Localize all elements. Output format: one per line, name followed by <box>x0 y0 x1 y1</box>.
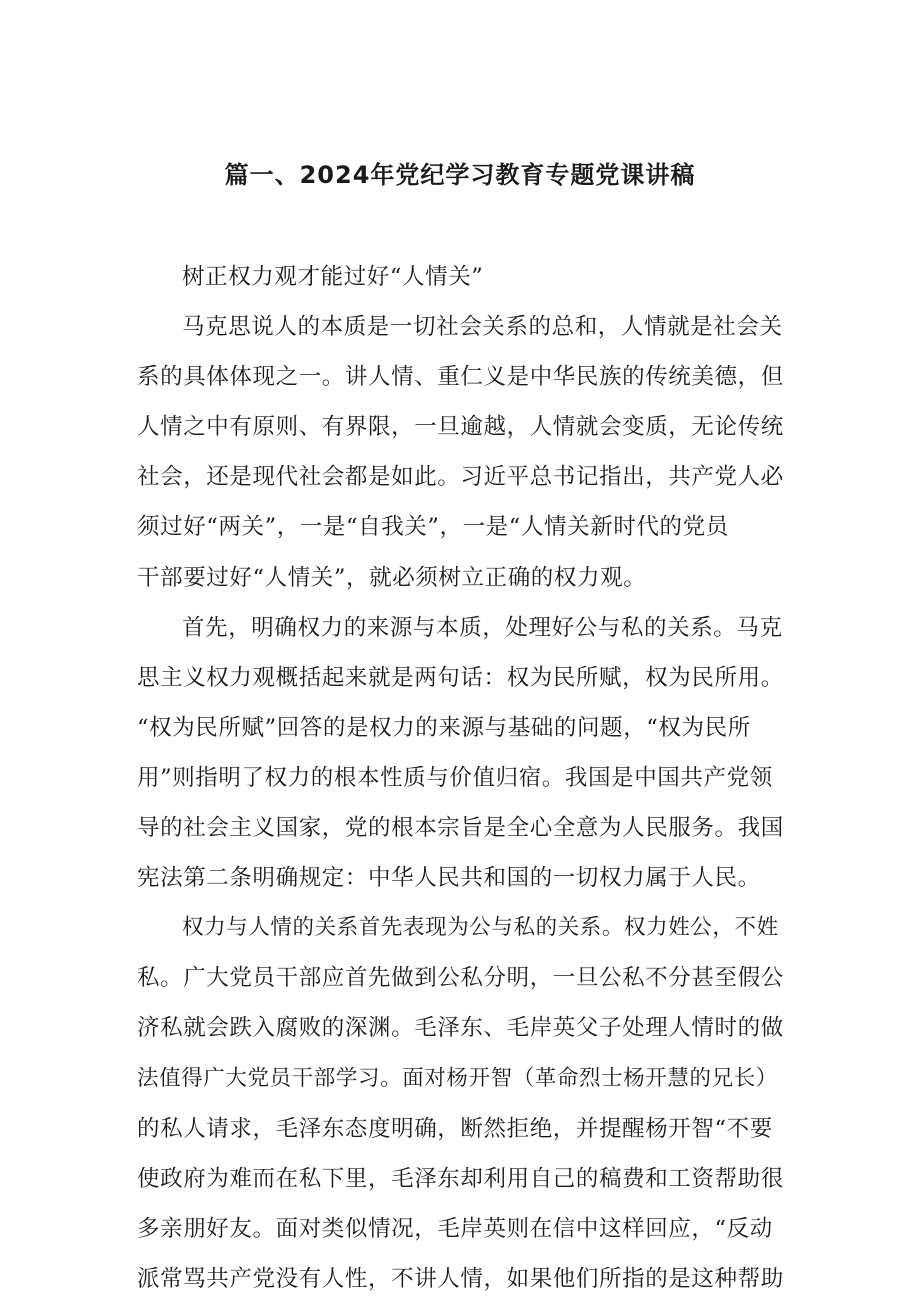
text-line: 宪法第二条明确规定：中华人民共和国的一切权力属于人民。 <box>137 865 761 892</box>
document-body <box>137 252 787 1304</box>
text-line: 导的社会主义国家，党的根本宗旨是全心全意为人民服务。我国 <box>137 815 784 842</box>
text-line: 权力与人情的关系首先表现为公与私的关系。权力姓公，不姓 <box>182 915 779 941</box>
text-line: 马克思说人的本质是一切社会关系的总和，人情就是社会关 <box>182 314 783 341</box>
document-title: 篇一、2024年党纪学习教育专题党课讲稿 <box>224 161 696 189</box>
text-line: 首先，明确权力的来源与本质，处理好公与私的关系。马克 <box>182 614 783 641</box>
text-line: 济私就会跌入腐败的深渊。毛泽东、毛岸英父子处理人情时的做 <box>137 1015 784 1042</box>
text-line: 人情之中有原则、有界限，一旦逾越，人情就会变质，无论传统 <box>137 414 784 441</box>
text-line: 的私人请求，毛泽东态度明确，断然拒绝，并提醒杨开智“不要 <box>137 1115 773 1142</box>
text-line: “权为民所赋”回答的是权力的来源与基础的问题，“权为民所 <box>137 714 751 741</box>
text-line: 多亲朋好友。面对类似情况，毛岸英则在信中这样回应，“反动 <box>137 1215 773 1242</box>
text-line: 树正权力观才能过好“人情关” <box>182 264 484 290</box>
text-line: 社会，还是现代社会都是如此。习近平总书记指出，共产党人必 <box>137 464 784 491</box>
text-line: 思主义权力观概括起来就是两句话：权为民所赋，权为民所用。 <box>137 664 784 691</box>
text-line: 干部要过好“人情关”，就必须树立正确的权力观。 <box>137 564 647 591</box>
text-line: 法值得广大党员干部学习。面对杨开智（革命烈士杨开慧的兄长） <box>137 1065 778 1091</box>
text-line: 用”则指明了权力的根本性质与价值归宿。我国是中国共产党领 <box>137 764 773 791</box>
text-line: 私。广大党员干部应首先做到公私分明，一旦公私不分甚至假公 <box>137 965 784 992</box>
text-line: 系的具体体现之一。讲人情、重仁义是中华民族的传统美德，但 <box>137 364 784 391</box>
text-line: 使政府为难而在私下里，毛泽东却利用自己的稿费和工资帮助很 <box>137 1165 784 1192</box>
text-line: 派常骂共产党没有人性，不讲人情，如果他们所指的是这种帮助 <box>137 1265 784 1292</box>
text-line: 须过好“两关”，一是“自我关”，一是“人情关新时代的党员 <box>137 514 729 541</box>
